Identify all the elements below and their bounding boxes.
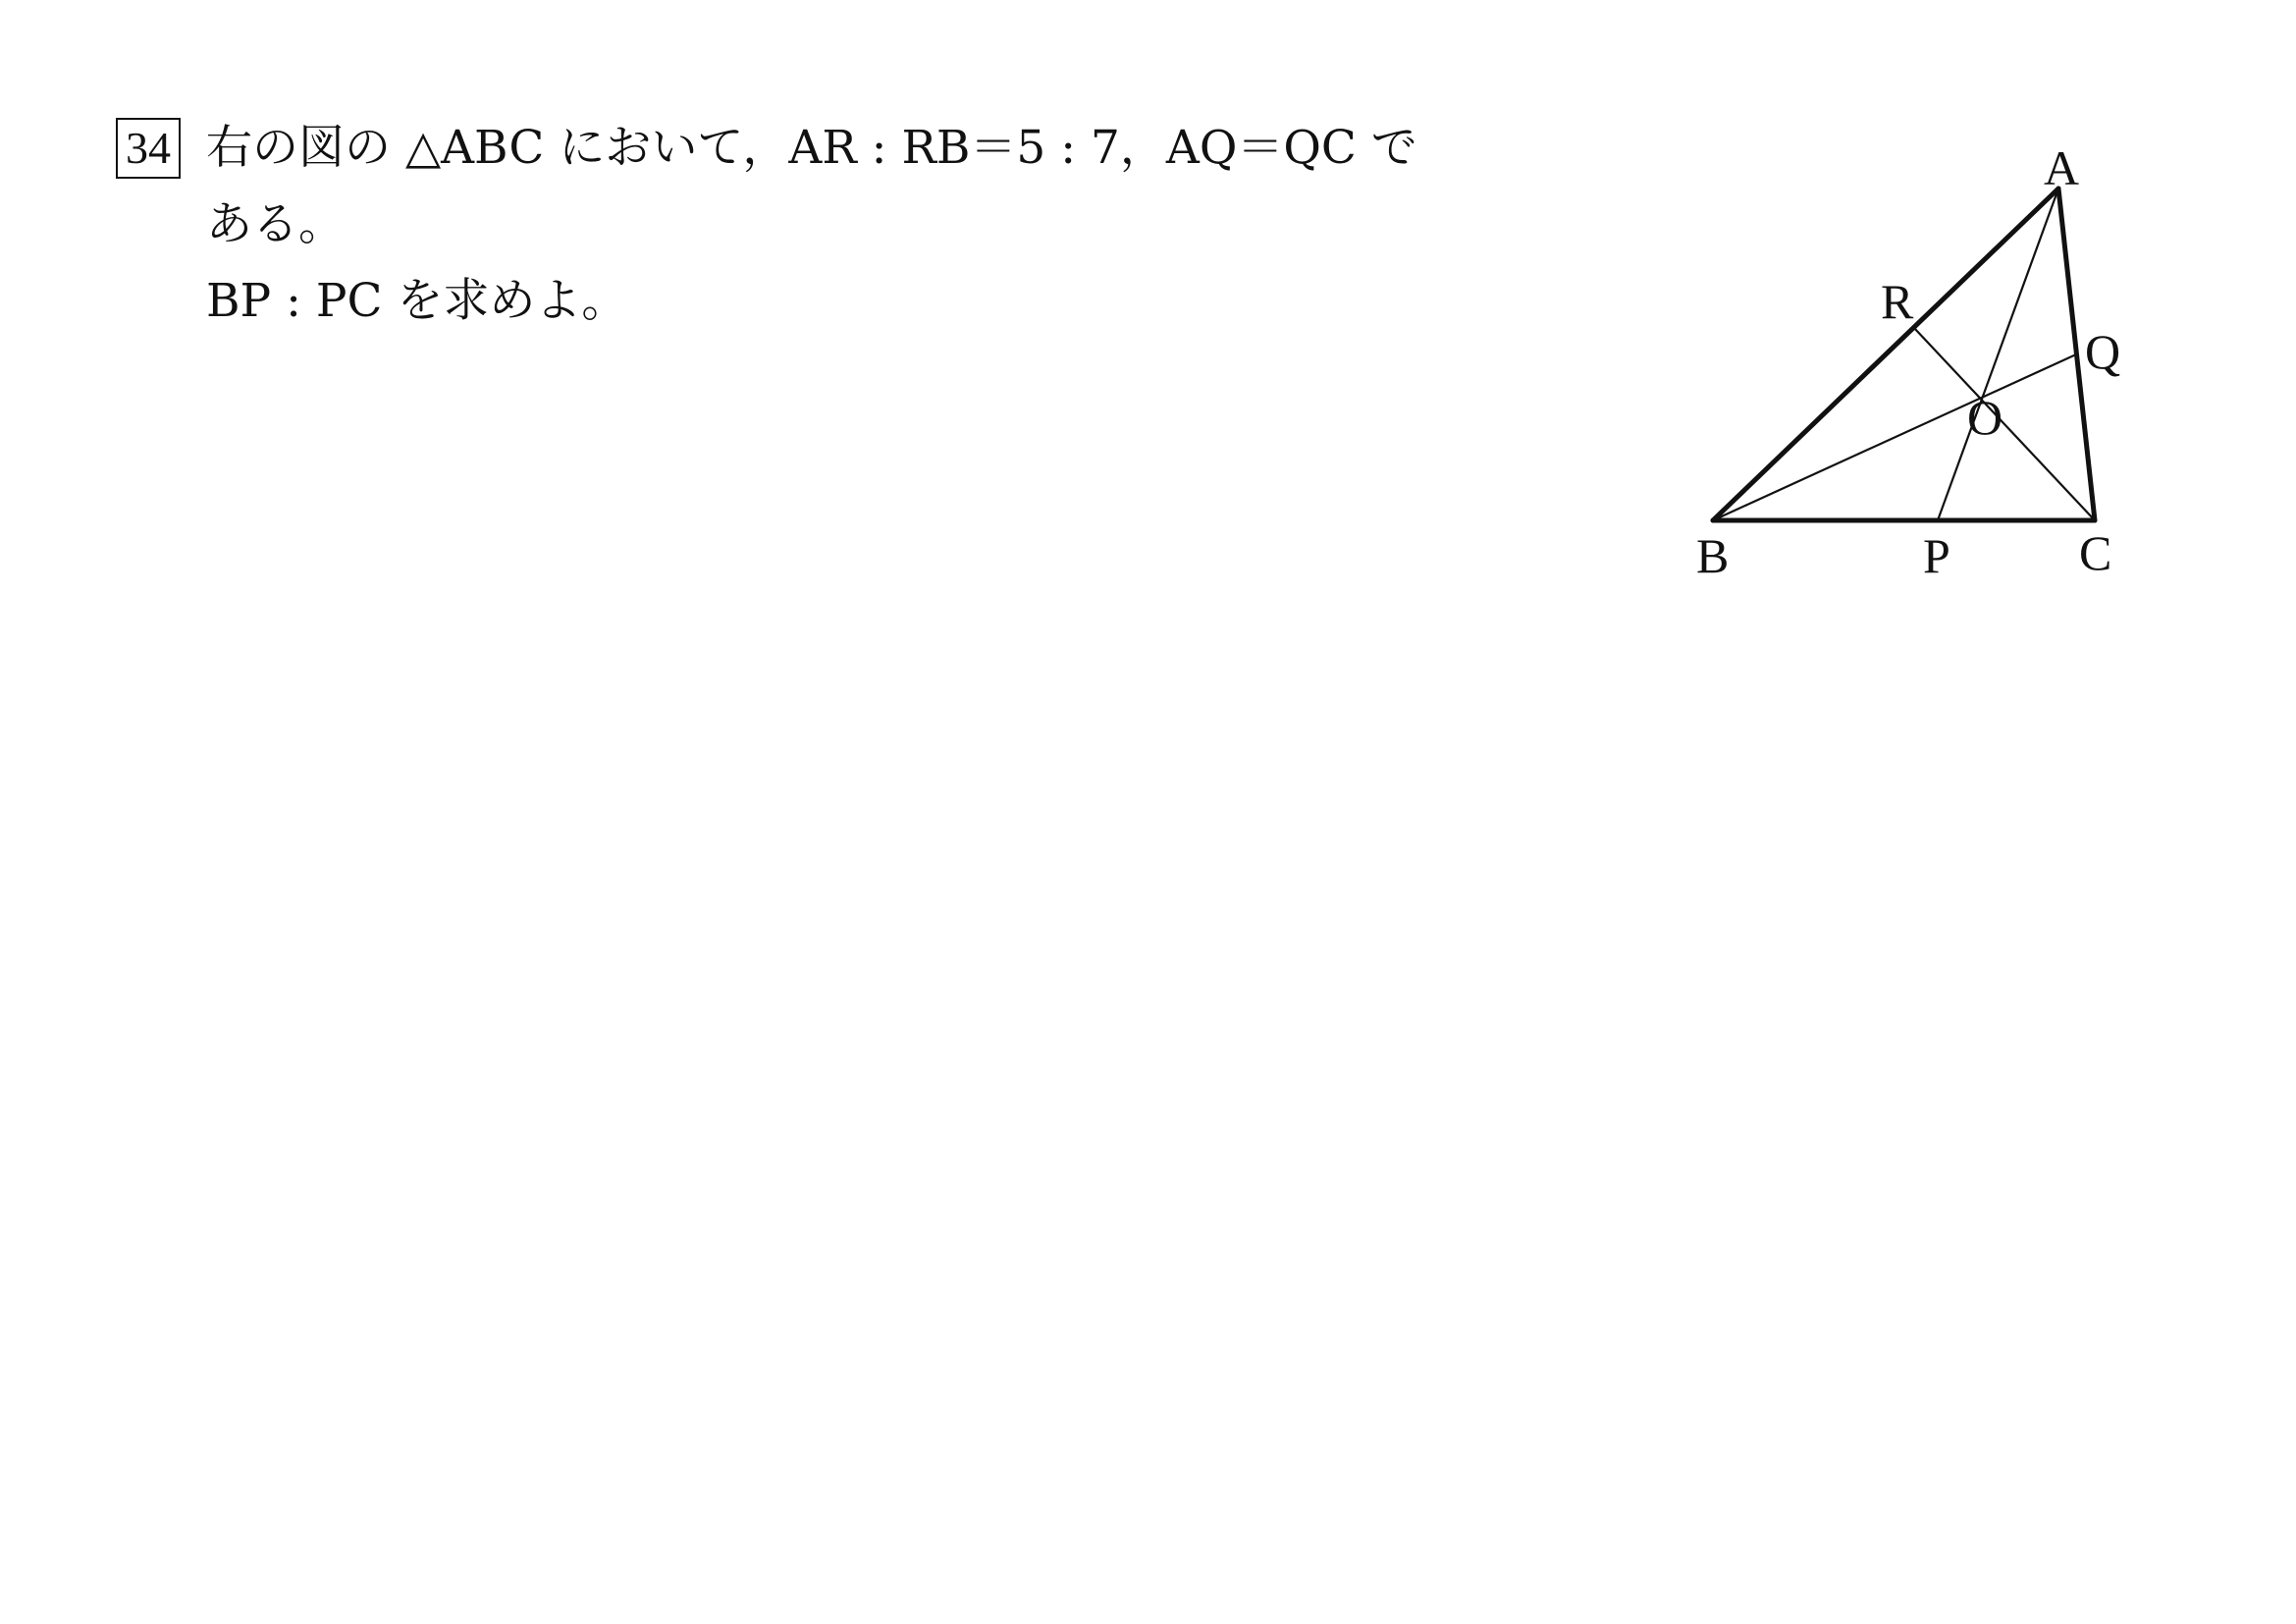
problem-line-1: 右の図の △ABC において，AR : RB＝5 : 7，AQ＝QC で (206, 121, 1417, 175)
label-a: A (2044, 140, 2080, 195)
label-p: P (1923, 528, 1950, 583)
label-r: R (1881, 274, 1914, 329)
cevian-ap (1938, 189, 2058, 520)
triangle-figure (1669, 128, 2160, 599)
problem-line-2: ある。 (206, 197, 345, 251)
label-c: C (2079, 525, 2112, 580)
problem-number: 34 (116, 118, 181, 179)
side-ab (1713, 189, 2058, 520)
label-o: O (1967, 390, 2003, 445)
problem-line-3: BP : PC を求めよ。 (206, 274, 628, 328)
cevian-cr (1914, 328, 2095, 520)
label-b: B (1696, 528, 1730, 583)
cevian-bq (1713, 354, 2076, 520)
label-q: Q (2085, 324, 2121, 379)
problem-statement (206, 110, 1580, 340)
